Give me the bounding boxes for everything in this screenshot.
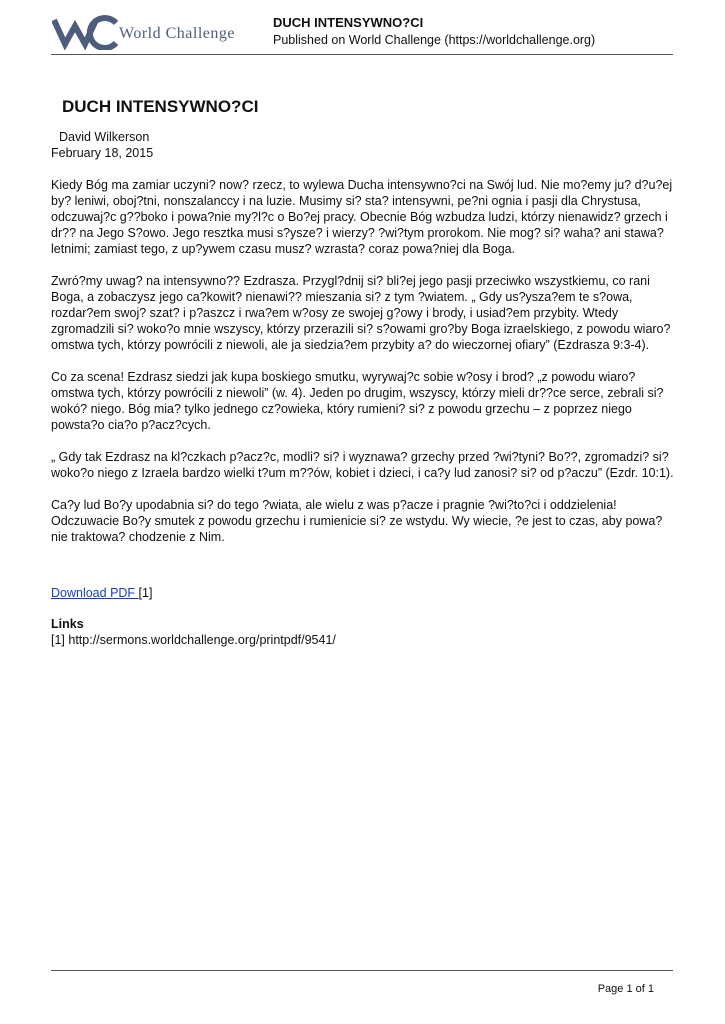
links-heading: Links xyxy=(51,617,84,631)
article-paragraph: Ca?y lud Bo?y upodabnia si? do tego ?wiata, ale wielu z was p?acze i pragnie ?wi?to?ci i oddzielenia! Odczuwacie Bo?y smutek z powodu grzechu i rumienicie si? ze wstydu. Wy wiecie, ?e jest to czas, aby powa?nie traktowa? chodzenie z Nim. xyxy=(51,498,663,544)
world-challenge-logo[interactable] xyxy=(52,14,257,50)
download-row xyxy=(51,586,152,600)
download-pdf-link[interactable]: Download PDF xyxy=(51,586,139,600)
article-paragraph: Kiedy Bóg ma zamiar uczyni? now? rzecz, to wylewa Ducha intensywno?ci na Swój lud. Nie mo?emy ju? d?u?ej by? leniwi, oboj?tni, nonszalanccy i na luzie. Musimy si? sta? intensywni, pe?ni ognia i pasji dla Chrystusa, odczuwaj?c g??boko i powa?nie my?l?c o Bo?ej pracy. Obecnie Bóg wzbudza ludzi, którzy nienawidz? grzech i dr?? na Jego S?owo. Jego resztka musi s?ysze? i wierzy? ?wi?tym prorokom. Nie mog? si? waha? ani stawa? letnimi; zamiast tego, z up?ywem czasu musz? wzrasta? coraz powa?niej dla Boga. xyxy=(51,178,673,256)
article-paragraph: „ Gdy tak Ezdrasz na kl?czkach p?acz?c, modli? si? i wyznawa? grzechy przed ?wi?tyni? Bo??, zgromadzi? si? woko?o niego z Izraela bardzo wielki t?um m??ów, kobiet i dzieci, i ca?y lud zanosi? si? od p?aczu” (Ezdr. 10:1). xyxy=(51,450,674,480)
links-item: [1] http://sermons.worldchallenge.org/printpdf/9541/ xyxy=(51,633,336,647)
header-divider xyxy=(51,54,673,55)
article-paragraph: Co za scena! Ezdrasz siedzi jak kupa boskiego smutku, wyrywaj?c sobie w?osy i brod? „z powodu wiaro?omstwa tych, którzy powrócili z niewoli” (w. 4). Jeden po drugim, wszyscy, którzy mieli dr??ce serce, zebrali si? wokó? niego. Bóg mia? tylko jednego cz?owieka, który rumieni? si? z powodu grzechu – z poprzez niego powsta?o cia?o p?acz?cych. xyxy=(51,370,664,432)
page-number: Page 1 of 1 xyxy=(597,983,654,995)
article-author: David Wilkerson xyxy=(59,130,150,144)
wc-logo-icon xyxy=(52,14,118,50)
article-date: February 18, 2015 xyxy=(51,146,154,160)
download-reference: [1] xyxy=(138,586,153,600)
article-paragraph: Zwró?my uwag? na intensywno?? Ezdrasza. Przygl?dnij si? bli?ej jego pasji przeciwko wszystkiemu, co rani Boga, a zobaczysz jego ca?kowit? nienawi?? mieszania si? z tym ?wiatem. „ Gdy us?ysza?em te s?owa, rozdar?em swoj? szat? i p?aszcz i rwa?em w?osy ze swojej g?owy i brody, i usiad?em przybity. Wtedy zgromadzili si? woko?o mnie wszyscy, którzy przerazili si? s?owami gro?by Boga izraelskiego, z powodu wiaro?omstwa tych, którzy powrócili z niewoli, ale ja siedzia?em przybity a? do wieczornej ofiary” (Ezdrasza 9:3-4). xyxy=(51,274,671,352)
footer-divider xyxy=(51,970,673,971)
header-published-on: Published on World Challenge (https://worldchallenge.org) xyxy=(273,33,596,47)
article-body xyxy=(51,177,676,561)
logo-text: World Challenge xyxy=(119,25,235,42)
header-document-title: DUCH INTENSYWNO?CI xyxy=(273,15,424,30)
article-title: DUCH INTENSYWNO?CI xyxy=(62,97,259,116)
